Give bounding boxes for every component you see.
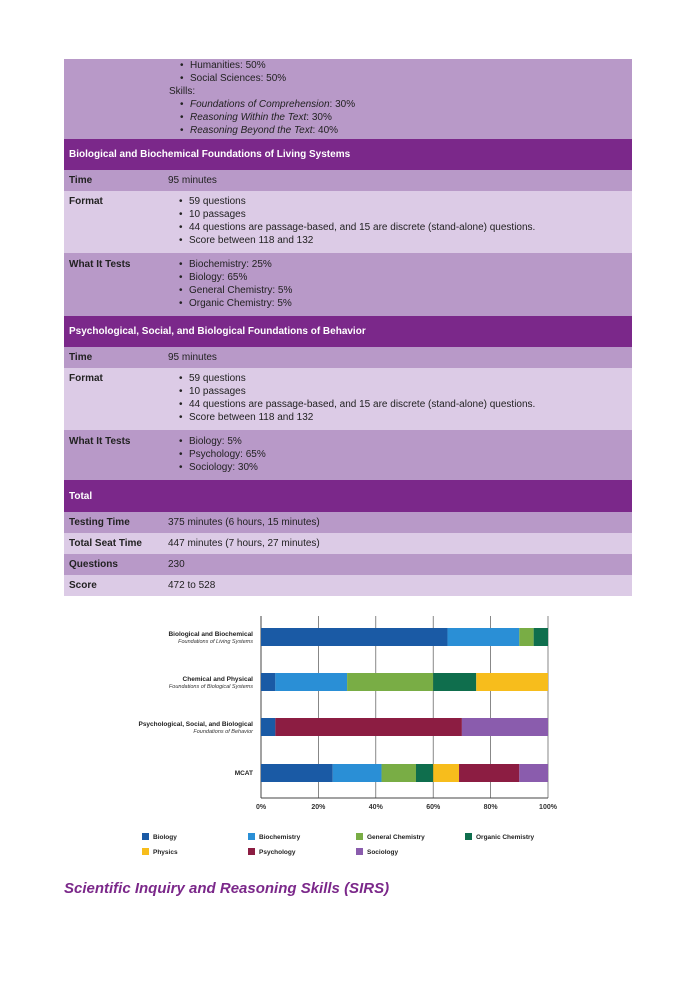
x-tick-label: 80% [483,804,498,811]
row-label: Format [69,373,103,384]
category-sublabel: Foundations of Biological Systems [168,684,253,690]
row-label: Time [69,352,93,363]
list-item: • Biochemistry: 25% [189,258,632,271]
section-header-bio: Biological and Biochemical Foundations of Living Systems [64,139,632,170]
bar-segment [275,673,347,691]
x-tick-label: 100% [539,804,557,811]
list-item: • Social Sciences: 50% [190,72,355,85]
bar-segment [275,718,462,736]
bar-segment [462,718,548,736]
legend-label: Physics [153,849,178,856]
legend-label: Psychology [259,849,296,856]
legend-label: Biochemistry [259,834,301,841]
legend-label: Organic Chemistry [476,834,535,841]
category-sublabel: Foundations of Behavior [193,729,253,735]
bar-segment [261,673,275,691]
legend-swatch [356,833,363,840]
row-label: Testing Time [69,517,130,528]
x-tick-label: 40% [368,804,383,811]
list-item: • Reasoning Beyond the Text: 40% [190,124,355,137]
list-item: • Reasoning Within the Text: 30% [190,111,355,124]
row-label: What It Tests [69,259,131,270]
bar-segment [433,764,459,782]
list-item: • 44 questions are passage-based, and 15 are discrete (stand-alone) questions. [189,221,632,234]
bar-segment [433,673,476,691]
bar-segment [333,764,382,782]
row-label: Total Seat Time [69,538,142,549]
row-value: 375 minutes (6 hours, 15 minutes) [168,517,320,528]
row-value: 230 [168,559,185,570]
row-value: 95 minutes [168,352,217,363]
legend-swatch [142,833,149,840]
table-row [64,170,632,191]
row-label: Format [69,196,103,207]
bar-segment [476,673,548,691]
list-item: • 10 passages [189,385,632,398]
category-label: Biological and Biochemical [168,631,253,638]
legend-swatch [356,848,363,855]
legend-label: Biology [153,834,177,841]
list-item: • Foundations of Comprehension: 30% [190,98,355,111]
legend-swatch [248,833,255,840]
row-label: What It Tests [69,436,131,447]
row-label: Score [69,580,97,591]
table-row [64,554,632,575]
category-label: MCAT [234,770,253,777]
list-item: • 59 questions [189,195,632,208]
bar-segment [416,764,433,782]
category-label: Psychological, Social, and Biological [138,721,253,728]
list-item: • Biology: 5% [189,435,632,448]
list-item: • 59 questions [189,372,632,385]
list-item: • Sociology: 30% [189,461,632,474]
bar-segment [519,764,548,782]
list-item: • 10 passages [189,208,632,221]
legend-swatch [248,848,255,855]
bar-segment [448,628,520,646]
bar-segment [459,764,519,782]
list-item: • General Chemistry: 5% [189,284,632,297]
subject-distribution-chart [130,612,560,867]
category-label: Chemical and Physical [182,676,253,683]
table-row [64,575,632,596]
x-tick-label: 60% [426,804,441,811]
table-row [64,533,632,554]
bar-segment [519,628,533,646]
cars-block [64,59,632,139]
skills-label: Skills: [169,86,196,97]
bar-segment [347,673,433,691]
sirs-heading: Scientific Inquiry and Reasoning Skills (SIRS) [64,880,390,897]
list-item: • Organic Chemistry: 5% [189,297,632,310]
bar-segment [261,628,448,646]
table-row [64,253,632,316]
list-item: • Score between 118 and 132 [189,411,632,424]
legend-swatch [465,833,472,840]
legend-label: Sociology [367,849,399,856]
legend-swatch [142,848,149,855]
bar-segment [261,718,275,736]
bar-segment [261,764,333,782]
row-value: 95 minutes [168,175,217,186]
list-item: • Score between 118 and 132 [189,234,632,247]
table-row [64,191,632,253]
row-label: Questions [69,559,118,570]
table-row [64,512,632,533]
row-value: 472 to 528 [168,580,216,591]
category-sublabel: Foundations of Living Systems [178,639,253,645]
x-tick-label: 0% [255,804,267,811]
table-row [64,368,632,430]
row-label: Time [69,175,93,186]
list-item: • Humanities: 50% [190,59,355,72]
mcat-table [64,59,632,596]
bar-segment [534,628,548,646]
legend-label: General Chemistry [367,834,425,841]
section-header-total: Total [64,480,632,512]
x-tick-label: 20% [311,804,326,811]
list-item: • Biology: 65% [189,271,632,284]
table-row [64,347,632,368]
table-row [64,430,632,480]
list-item: • Psychology: 65% [189,448,632,461]
bar-segment [382,764,416,782]
row-value: 447 minutes (7 hours, 27 minutes) [168,538,320,549]
list-item: • 44 questions are passage-based, and 15 are discrete (stand-alone) questions. [189,398,632,411]
section-header-psych: Psychological, Social, and Biological Foundations of Behavior [64,316,632,347]
